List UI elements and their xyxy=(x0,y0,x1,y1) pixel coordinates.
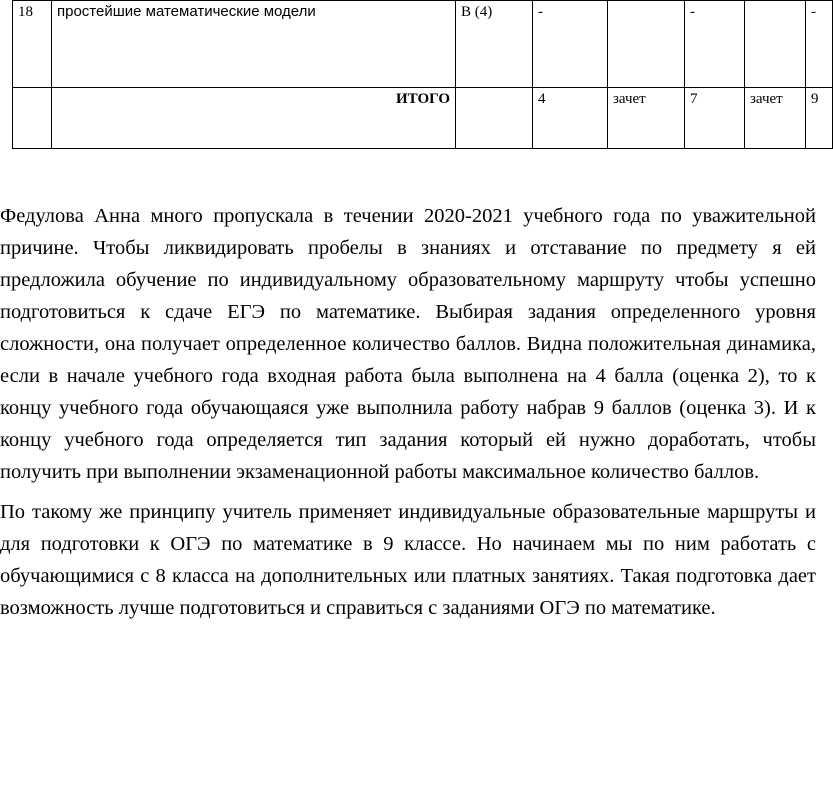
topic-cell: простейшие математические модели xyxy=(52,1,456,88)
score-cell: - xyxy=(685,1,745,88)
total-label-cell: ИТОГО xyxy=(52,88,456,149)
results-table-wrapper xyxy=(12,0,832,149)
score-cell: 9 xyxy=(806,88,833,149)
row-number-cell: 18 xyxy=(13,1,52,88)
result-cell xyxy=(745,1,806,88)
table-row xyxy=(13,88,833,149)
table-row xyxy=(13,1,833,88)
level-cell: В (4) xyxy=(456,1,533,88)
paragraph: Федулова Анна много пропускала в течении 2020-2021 учебного года по уважительной причине. Чтобы ликвидировать пробелы в знаниях и отставание по предмету я ей предложила обучение по индивидуальному образовательному маршруту чтобы успешно подготовиться к сдаче ЕГЭ по математике. Выбирая задания определенного уровня сложности, она получает определенное количество баллов. Видна положительная динамика, если в начале учебного года входная работа была выполнена на 4 балла (оценка 2), то к концу учебного года обучающаяся уже выполнила работу набрав 9 баллов (оценка 3). И к концу учебного года определяется тип задания который ей нужно доработать, чтобы получить при выполнении экзаменационной работы максимальное количество баллов. xyxy=(0,205,816,483)
score-cell: 7 xyxy=(685,88,745,149)
document-body xyxy=(0,200,816,632)
score-cell: - xyxy=(533,1,608,88)
row-number-cell xyxy=(13,88,52,149)
score-cell: - xyxy=(806,1,833,88)
result-cell: зачет xyxy=(745,88,806,149)
result-cell: зачет xyxy=(608,88,685,149)
score-cell: 4 xyxy=(533,88,608,149)
results-table xyxy=(12,0,833,149)
result-cell xyxy=(608,1,685,88)
paragraph: По такому же принципу учитель применяет индивидуальные образовательные маршруты и для подготовки к ОГЭ по математике в 9 классе. Но начинаем мы по ним работать с обучающимися с 8 класса на дополнительных или платных занятиях. Такая подготовка дает возможность лучше подготовиться и справиться с заданиями ОГЭ по математике. xyxy=(0,501,816,619)
level-cell xyxy=(456,88,533,149)
